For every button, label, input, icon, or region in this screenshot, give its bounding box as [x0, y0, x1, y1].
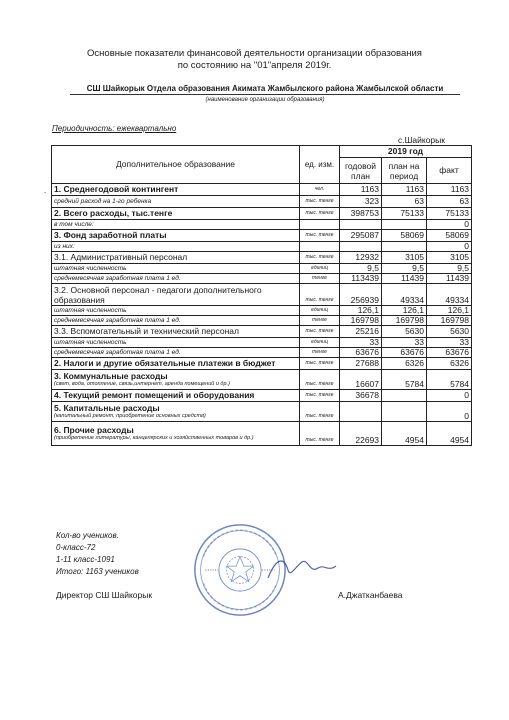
row-unit: чел. [300, 184, 340, 196]
row-unit: тыс. тенге [300, 208, 340, 220]
row-fact: 33 [427, 338, 472, 348]
organization-note: (наименование организации образования) [205, 97, 325, 103]
row-name-cell [52, 196, 300, 208]
row-name: 5. Капитальные расходы [54, 403, 160, 413]
row-plan-period [382, 402, 427, 422]
table-row [52, 208, 472, 220]
row-unit: единиц [300, 338, 340, 348]
row-plan-year: 126,1 [340, 306, 382, 316]
row-fact: 3105 [427, 252, 472, 264]
row-plan-year: 1163 [340, 184, 382, 196]
row-name: 3. Фонд заработной платы [54, 230, 167, 240]
row-name-cell [52, 326, 300, 338]
row-name: среднемесячная заработная плата 1 ед. [54, 349, 181, 356]
row-name: 3.3. Вспомогательный и технический персонал [54, 326, 239, 336]
col-header-plan-year: годовой план [340, 158, 382, 184]
table-row [52, 242, 472, 252]
row-name: среднемесячная заработная плата 1 ед. [54, 317, 181, 324]
document-title [0, 48, 509, 72]
row-plan-period: 169798 [382, 316, 427, 326]
table-row [52, 390, 472, 402]
row-plan-period: 49334 [382, 284, 427, 306]
organization-name: СШ Шайкорык Отдела образования Акимата Жамбылского района Жамбылской области [70, 84, 460, 95]
row-plan-year: 33 [340, 338, 382, 348]
row-plan-year: 36678 [340, 390, 382, 402]
table-row [52, 402, 472, 422]
row-name: штатная численность [54, 339, 127, 346]
row-fact: 6326 [427, 358, 472, 370]
row-unit: тенге [300, 274, 340, 284]
row-unit: тенге [300, 348, 340, 358]
table-row [52, 370, 472, 390]
row-subnote: (капитальный ремонт, приобретение основных средств) [54, 413, 206, 419]
row-plan-year: 9,5 [340, 264, 382, 274]
row-plan-year: 256939 [340, 284, 382, 306]
row-fact: 11439 [427, 274, 472, 284]
row-unit: единиц [300, 306, 340, 316]
row-plan-period: 9,5 [382, 264, 427, 274]
row-plan-year: 169798 [340, 316, 382, 326]
row-subnote: (свет, вода, отопление, связь,интернет, аренда помещений и др.) [54, 381, 230, 387]
row-name-cell [52, 390, 300, 402]
row-plan-year: 16607 [340, 370, 382, 390]
row-unit: тыс. тенге [300, 390, 340, 402]
row-unit: тыс. тенге [300, 196, 340, 208]
row-fact: 75133 [427, 208, 472, 220]
row-plan-period: 11439 [382, 274, 427, 284]
row-name-cell [52, 306, 300, 316]
student-count-notes [56, 530, 139, 578]
row-unit: тыс. тенге [300, 326, 340, 338]
signer-position: Директор СШ Шайкорык [56, 590, 153, 600]
row-name: штатная численность [54, 265, 127, 272]
row-fact: 0 [427, 220, 472, 230]
row-name: 6. Прочие расходы [54, 425, 134, 435]
row-plan-period [382, 220, 427, 230]
row-subnote: (приобретение литературы, канцелярских и хозяйственных товаров и др.) [54, 435, 254, 441]
row-fact: 9,5 [427, 264, 472, 274]
row-plan-year: 323 [340, 196, 382, 208]
row-fact: 169798 [427, 316, 472, 326]
row-name: 2. Налоги и другие обязательные платежи в бюджет [54, 358, 276, 368]
table-row [52, 274, 472, 284]
location: с.Шайкорык [398, 135, 445, 145]
row-name-cell [52, 422, 300, 446]
row-name-cell [52, 242, 300, 252]
row-unit: тыс. тенге [300, 252, 340, 264]
row-plan-year [340, 402, 382, 422]
row-name: 1. Среднегодовой контингент [54, 184, 179, 194]
row-name-cell [52, 358, 300, 370]
row-unit: тенге [300, 316, 340, 326]
table-row [52, 338, 472, 348]
row-name-cell [52, 230, 300, 242]
row-plan-period: 5630 [382, 326, 427, 338]
row-name-cell [52, 208, 300, 220]
row-plan-period: 1163 [382, 184, 427, 196]
col-header-plan-period: план на период [382, 158, 427, 184]
notes-line-1: Кол-во учеников. [56, 531, 119, 540]
notes-line-3: 1-11 класс-1091 [56, 555, 115, 564]
table-row [52, 252, 472, 264]
periodicity: Периодичность: ежеквартально [52, 124, 177, 133]
row-plan-year: 398753 [340, 208, 382, 220]
table-row [52, 230, 472, 242]
row-plan-period [382, 390, 427, 402]
row-fact: 126,1 [427, 306, 472, 316]
notes-line-2: 0-класс-72 [56, 543, 96, 552]
row-plan-period: 4954 [382, 422, 427, 446]
row-fact: 0 [427, 242, 472, 252]
financial-table [51, 145, 472, 446]
row-unit: тыс. тенге [300, 402, 340, 422]
table-row [52, 284, 472, 306]
row-name: 3. Коммунальные расходы [54, 371, 168, 381]
row-fact: 49334 [427, 284, 472, 306]
row-name-cell [52, 274, 300, 284]
row-unit: тыс. тенге [300, 284, 340, 306]
table-row [52, 306, 472, 316]
table-row [52, 184, 472, 196]
row-name-cell [52, 316, 300, 326]
row-name-cell [52, 284, 300, 306]
col-header-name: Дополнительное образование [52, 146, 300, 184]
col-header-year: 2019 год [340, 146, 472, 158]
row-fact: 5784 [427, 370, 472, 390]
row-fact: 0 [427, 402, 472, 422]
row-name-cell [52, 348, 300, 358]
row-plan-year [340, 220, 382, 230]
row-name: штатная численность [54, 307, 127, 314]
row-plan-year: 295087 [340, 230, 382, 242]
margin-mark: . [44, 186, 47, 195]
col-header-unit: ед. изм. [300, 146, 340, 184]
table-row [52, 220, 472, 230]
signer-name: А.Джатканбаева [338, 590, 403, 600]
table-row [52, 348, 472, 358]
row-unit: тыс. тенге [300, 422, 340, 446]
row-name: 3.1. Административный персонал [54, 252, 188, 262]
row-name: в том числе: [54, 221, 94, 228]
table-row [52, 422, 472, 446]
row-plan-period: 126,1 [382, 306, 427, 316]
row-plan-year: 63676 [340, 348, 382, 358]
row-plan-year: 25216 [340, 326, 382, 338]
notes-line-4: Итого: 1163 учеников [56, 567, 139, 576]
row-plan-period: 58069 [382, 230, 427, 242]
row-unit [300, 220, 340, 230]
row-name-cell [52, 370, 300, 390]
row-unit [300, 242, 340, 252]
table-row [52, 264, 472, 274]
row-plan-year: 113439 [340, 274, 382, 284]
row-fact: 1163 [427, 184, 472, 196]
table-row [52, 326, 472, 338]
row-fact: 5630 [427, 326, 472, 338]
row-fact: 0 [427, 390, 472, 402]
row-plan-year: 12932 [340, 252, 382, 264]
row-plan-period: 3105 [382, 252, 427, 264]
row-name: средний расход на 1-го ребенка [54, 198, 152, 205]
table-row [52, 358, 472, 370]
row-name-cell [52, 184, 300, 196]
row-name-cell [52, 264, 300, 274]
row-name-cell [52, 252, 300, 264]
row-fact: 63676 [427, 348, 472, 358]
row-fact: 63 [427, 196, 472, 208]
row-plan-period: 75133 [382, 208, 427, 220]
title-line-1: Основные показатели финансовой деятельности организации образования [87, 48, 422, 59]
row-name-cell [52, 338, 300, 348]
row-name: 4. Текущий ремонт помещений и оборудования [54, 390, 255, 400]
row-name: среднемесячная заработная плата 1 ед. [54, 275, 181, 282]
handwritten-signature [262, 548, 342, 588]
row-unit: тыс. тенге [300, 358, 340, 370]
row-plan-period: 63676 [382, 348, 427, 358]
row-name-cell [52, 220, 300, 230]
row-plan-period: 6326 [382, 358, 427, 370]
table-row [52, 196, 472, 208]
col-header-fact: факт [427, 158, 472, 184]
row-unit: тыс. тенге [300, 230, 340, 242]
row-plan-year [340, 242, 382, 252]
table-row [52, 316, 472, 326]
row-name: из них: [54, 243, 75, 250]
row-plan-period [382, 242, 427, 252]
title-line-2: по состоянию на "01"апреля 2019г. [177, 60, 332, 71]
row-name: 3.2. Основной персонал - педагоги дополнительного образования [54, 284, 262, 305]
row-plan-period: 33 [382, 338, 427, 348]
row-name: 2. Всего расходы, тыс.тенге [54, 208, 173, 218]
row-fact: 58069 [427, 230, 472, 242]
row-plan-year: 22693 [340, 422, 382, 446]
row-name-cell [52, 402, 300, 422]
row-unit: единиц [300, 264, 340, 274]
row-plan-year: 27688 [340, 358, 382, 370]
row-plan-period: 63 [382, 196, 427, 208]
row-fact: 4954 [427, 422, 472, 446]
row-unit: тыс. тенге [300, 370, 340, 390]
row-plan-period: 5784 [382, 370, 427, 390]
